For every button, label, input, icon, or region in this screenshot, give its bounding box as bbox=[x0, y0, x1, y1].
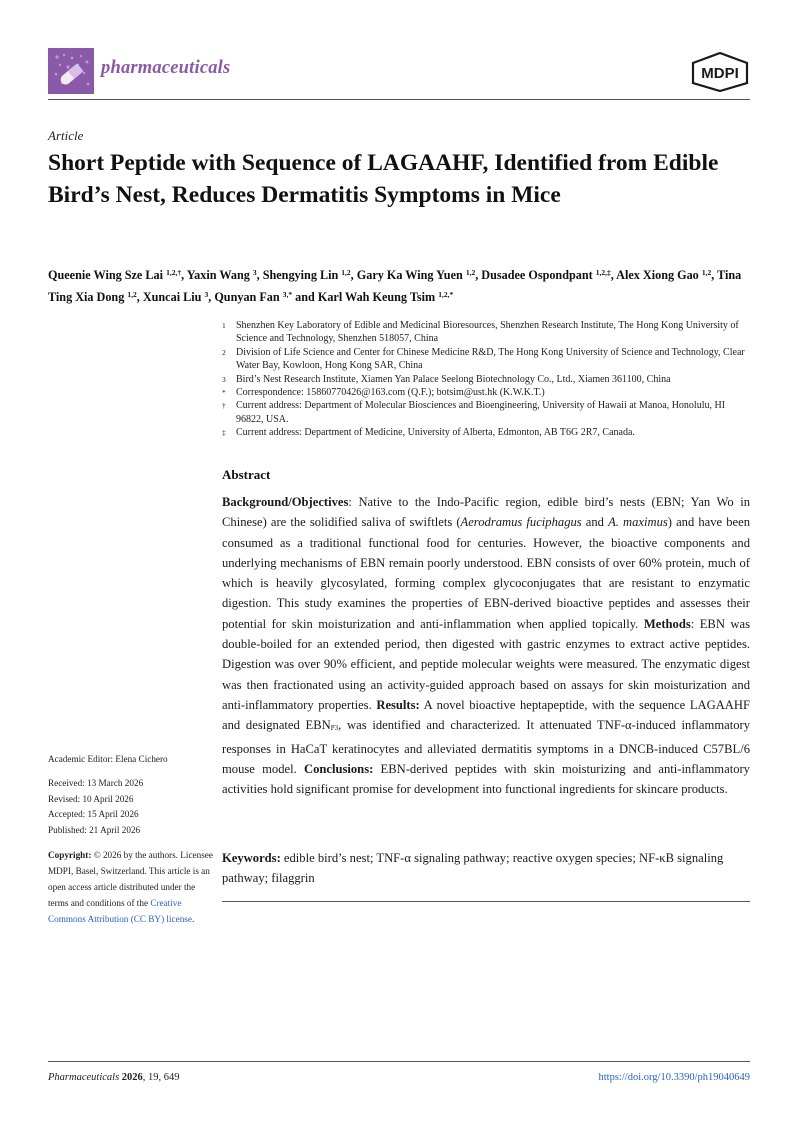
abstract-background-text: : Native to the Indo-Pacific region, edible bird’s nests (EBN; Yan Wo in Chinese) are the solidified saliva of swiftlets ( bbox=[222, 495, 750, 530]
author-affiliation-marker: 1,2 bbox=[701, 268, 712, 277]
article-title: Short Peptide with Sequence of LAGAAHF, Identified from Edible Bird’s Nest, Reduces Dermatitis Symptoms in Mice bbox=[48, 150, 719, 208]
keywords-divider bbox=[222, 901, 750, 902]
mdpi-logo-text: MDPI bbox=[701, 65, 739, 82]
abstract-background-label: Background/Objectives bbox=[222, 495, 349, 509]
author-separator: , bbox=[208, 290, 215, 304]
abstract-conclusions-text: EBN-derived peptides with skin moisturizing and anti-inflammatory activities hold significant promise for development into functional ingredients for skincare products. bbox=[222, 761, 750, 797]
abstract-methods-label: Methods bbox=[643, 616, 691, 631]
abstract-text: ) and have been consumed as a traditional functional food for centuries. However, the bioactive components and underlying mechanisms of EBN remain poorly understood. EBN consists of over 60% protein, much of which is heavily glycosylated, forming complex glycoconjugates that are resistant to enzymatic digestion. This study examines the properties of EBN-derived bioactive peptides and assesses their potential for skin moisturization and anti-inflammation when applied topically. bbox=[222, 515, 751, 631]
author-separator: , bbox=[610, 268, 617, 282]
article-type: Article bbox=[48, 128, 84, 143]
affiliation-marker: † bbox=[222, 401, 226, 411]
affiliation-marker: * bbox=[222, 388, 226, 398]
author-separator: , bbox=[350, 268, 357, 282]
peptide-subscript: P3 bbox=[330, 724, 339, 733]
author-name[interactable]: Dusadee Ospondpant bbox=[481, 268, 593, 282]
affiliation-text: Correspondence: 15860770426@163.com (Q.F.); botsim@ust.hk (K.W.K.T.) bbox=[236, 387, 545, 399]
abstract-results-label: Results: bbox=[376, 697, 420, 712]
date-published: Published: 21 April 2026 bbox=[48, 824, 141, 835]
author-affiliation-marker: 1,2,† bbox=[166, 268, 182, 277]
copyright-notice bbox=[48, 847, 213, 927]
affiliation-text: Current address: Department of Medicine, University of Alberta, Edmonton, AB T6G 2R7, Canada. bbox=[236, 427, 635, 439]
author-separator: , bbox=[136, 290, 143, 304]
author-affiliation-marker: 1,2 bbox=[127, 290, 137, 299]
publication-dates bbox=[48, 776, 213, 838]
author-name[interactable]: Gary Ka Wing Yuen bbox=[356, 268, 463, 282]
abstract-conclusions-label: Conclusions: bbox=[304, 761, 374, 776]
affiliation-marker: 3 bbox=[222, 374, 226, 384]
author-affiliation-marker: 1,2 bbox=[341, 268, 351, 277]
author-name[interactable]: Tina Ting Xia Dong bbox=[48, 268, 742, 304]
author-name[interactable]: Qunyan Fan bbox=[214, 290, 280, 304]
author-separator: , bbox=[256, 268, 263, 282]
abstract-heading: Abstract bbox=[222, 467, 271, 482]
affiliation-text: Current address: Department of Molecular Biosciences and Bioengineering, University of Hawaii at Manoa, Honolulu, HI 96822, USA. bbox=[236, 400, 726, 425]
keywords bbox=[222, 848, 750, 888]
author-affiliation-marker: 3 bbox=[252, 268, 257, 277]
author-affiliation-marker: 3 bbox=[204, 290, 209, 299]
date-accepted: Accepted: 15 April 2026 bbox=[48, 809, 139, 819]
doi-link[interactable]: https://doi.org/10.3390/ph19040649 bbox=[598, 1072, 750, 1083]
footer-divider bbox=[48, 1061, 750, 1062]
affiliation-item bbox=[222, 373, 752, 386]
copyright-end: . bbox=[191, 914, 195, 924]
footer-journal: Pharmaceuticals bbox=[48, 1072, 120, 1083]
author-name[interactable]: Shengying Lin bbox=[262, 268, 339, 282]
author-separator: , bbox=[711, 268, 718, 282]
footer-volume-page: , 19, 649 bbox=[142, 1072, 180, 1083]
affiliation-marker: 2 bbox=[222, 347, 226, 357]
keywords-label: Keywords: bbox=[222, 851, 281, 865]
keywords-text: edible bird’s nest; TNF-α signaling pathway; reactive oxygen species; NF-κB signaling pathway; filaggrin bbox=[222, 851, 724, 885]
affiliation-text: Bird’s Nest Research Institute, Xiamen Yan Palace Seelong Biotechnology Co., Ltd., Xiamen 361100, China bbox=[236, 373, 671, 385]
affiliation-item bbox=[222, 386, 752, 399]
author-separator: and bbox=[292, 290, 318, 304]
affiliation-item bbox=[222, 399, 752, 426]
affiliation-item bbox=[222, 346, 752, 373]
academic-editor: Academic Editor: Elena Cichero bbox=[48, 754, 168, 764]
species-name: A. maximus bbox=[608, 515, 668, 530]
abstract-methods-text: : EBN was double-boiled for an extended period, then digested with gastric enzymes to extract active peptides. Digestion was over 90% efficient, and peptide molecular weights were measured. The enzymatic digest was then fractionated using an activity-guided approach based on assays for skin moisturization and anti-inflammatory properties. bbox=[222, 616, 751, 712]
journal-logo-icon bbox=[48, 48, 94, 94]
abstract-text: and bbox=[581, 515, 609, 530]
affiliation-marker: ‡ bbox=[222, 428, 226, 438]
affiliation-marker: 1 bbox=[222, 321, 226, 330]
author-list bbox=[48, 263, 753, 307]
citation-footer bbox=[48, 1072, 180, 1083]
footer-year: 2026 bbox=[121, 1072, 143, 1083]
species-name: Aerodramus fuciphagus bbox=[460, 515, 582, 530]
author-affiliation-marker: 1,2,‡ bbox=[595, 268, 611, 277]
affiliations bbox=[222, 319, 752, 440]
date-revised: Revised: 10 April 2026 bbox=[48, 793, 134, 804]
author-name[interactable]: Yaxin Wang bbox=[186, 268, 250, 282]
author-affiliation-marker: 3,* bbox=[282, 290, 293, 299]
author-affiliation-marker: 1,2 bbox=[465, 268, 476, 277]
header-divider bbox=[48, 99, 750, 100]
copyright-label: Copyright: bbox=[48, 850, 92, 860]
license-link[interactable]: Creative Commons Attribution (CC BY) license bbox=[48, 898, 192, 924]
author-name[interactable]: Xuncai Liu bbox=[142, 290, 202, 304]
author-name[interactable]: Queenie Wing Sze Lai bbox=[48, 268, 164, 282]
date-received: Received: 13 March 2026 bbox=[48, 778, 144, 788]
author-name[interactable]: Karl Wah Keung Tsim bbox=[317, 290, 436, 304]
affiliation-item bbox=[222, 319, 752, 346]
affiliation-item bbox=[222, 426, 752, 439]
affiliation-text: Division of Life Science and Center for Chinese Medicine R&D, The Hong Kong University of Science and Technology, Clear Water Bay, Kowloon, Hong Kong SAR, China bbox=[236, 346, 745, 372]
abstract-results-text: A novel bioactive heptapeptide, with the sequence LAGAAHF and designated EBN bbox=[222, 697, 750, 733]
author-separator: , bbox=[181, 268, 187, 282]
abstract-text: , was identified and characterized. It attenuated TNF-α-induced inflammatory responses in HaCaT keratinocytes and alleviated dermatitis symptoms in a DNCB-induced C57BL/6 mouse model. bbox=[222, 718, 750, 776]
abstract-body bbox=[222, 492, 750, 799]
journal-name: pharmaceuticals bbox=[101, 58, 231, 78]
author-separator: , bbox=[475, 268, 482, 282]
author-name[interactable]: Alex Xiong Gao bbox=[616, 268, 699, 282]
mdpi-logo-icon bbox=[690, 52, 750, 92]
copyright-text: © 2026 by the authors. Licensee MDPI, Basel, Switzerland. This article is an open access article distributed under the terms and conditions of the bbox=[48, 850, 213, 908]
author-affiliation-marker: 1,2,* bbox=[438, 290, 454, 299]
affiliation-text: Shenzhen Key Laboratory of Edible and Medicinal Bioresources, Shenzhen Research Institute, The Hong Kong University of Science and Technology, Shenzhen 518057, China bbox=[236, 320, 739, 345]
